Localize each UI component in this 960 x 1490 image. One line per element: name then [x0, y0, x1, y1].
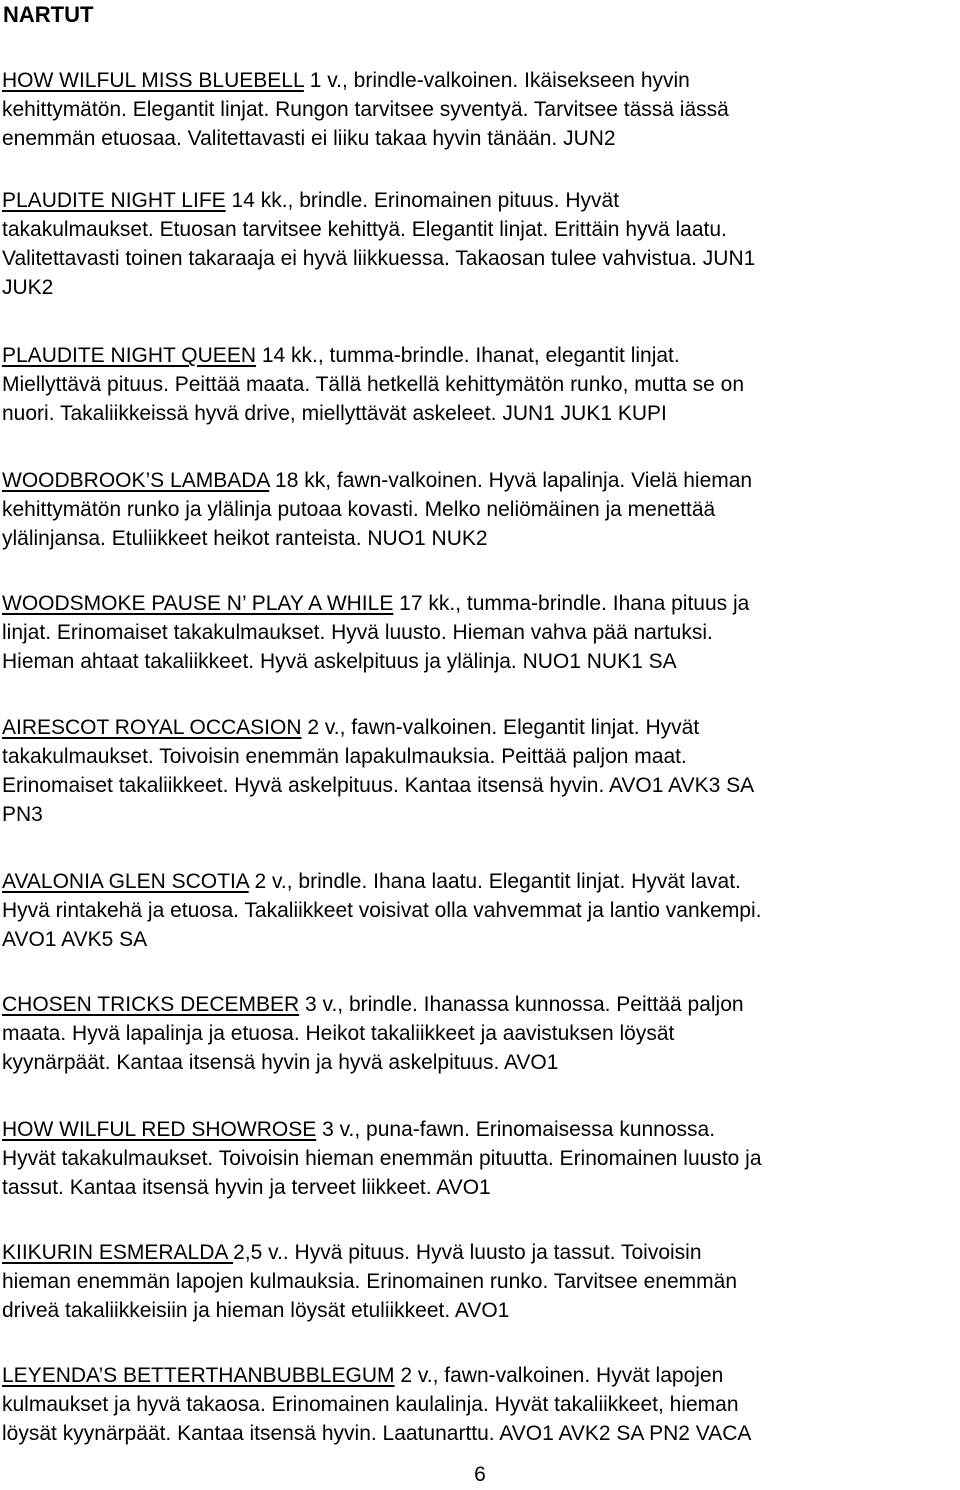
entry-leyendas-betterthanbubblegum	[2, 1361, 957, 1448]
entry-text: 1 v., brindle-valkoinen. Ikäisekseen hyvin	[303, 69, 690, 92]
dog-name: LEYENDA’S BETTERTHANBUBBLEGUM	[2, 1364, 395, 1387]
dog-name: AVALONIA GLEN SCOTIA	[2, 870, 249, 893]
dog-name: WOODSMOKE PAUSE N’ PLAY A WHILE	[2, 592, 394, 615]
entry-text-line: Hyvät takakulmaukset. Toivoisin hieman enemmän pituutta. Erinomainen luusto ja	[2, 1147, 762, 1170]
entry-text: 2,5 v.. Hyvä pituus. Hyvä luusto ja tassut. Toivoisin	[233, 1241, 702, 1264]
entry-kiikurin-esmeralda	[2, 1238, 957, 1325]
dog-name: PLAUDITE NIGHT QUEEN	[2, 344, 256, 367]
entry-text-line: nuori. Takaliikkeissä hyvä drive, miellyttävät askeleet. JUN1 JUK1 KUPI	[2, 402, 667, 425]
entry-text: 3 v., brindle. Ihanassa kunnossa. Peittää paljon	[299, 993, 744, 1016]
dog-name: CHOSEN TRICKS DECEMBER	[2, 993, 300, 1016]
entry-first-line	[2, 341, 957, 370]
entry-text-line: tassut. Kantaa itsensä hyvin ja terveet liikkeet. AVO1	[2, 1176, 491, 1199]
entry-text-line: driveä takaliikkeisiin ja hieman löysät etuliikkeet. AVO1	[2, 1299, 510, 1322]
entry-text-line: AVO1 AVK5 SA	[2, 928, 148, 951]
entry-first-line	[2, 466, 957, 495]
entry-text-line: JUK2	[2, 276, 54, 299]
entry-text: 17 kk., tumma-brindle. Ihana pituus ja	[393, 592, 750, 615]
entry-avalonia-glen-scotia	[2, 867, 957, 954]
entry-woodbrooks-lambada	[2, 466, 957, 553]
dog-name: WOODBROOK’S LAMBADA	[2, 469, 270, 492]
dog-name: KIIKURIN ESMERALDA	[2, 1241, 234, 1264]
entry-text-line: kehittymätön runko ja ylälinja putoaa kovasti. Melko neliömäinen ja menettää	[2, 498, 716, 521]
entry-text: 14 kk., tumma-brindle. Ihanat, elegantit linjat.	[256, 344, 680, 367]
entry-text: 2 v., fawn-valkoinen. Hyvät lapojen	[394, 1364, 724, 1387]
entry-text-line: Hieman ahtaat takaliikkeet. Hyvä askelpituus ja ylälinja. NUO1 NUK1 SA	[2, 650, 677, 673]
entry-woodsmoke-pause-n-play-a-while	[2, 589, 957, 676]
entry-first-line	[2, 589, 957, 618]
entry-text: 2 v., fawn-valkoinen. Elegantit linjat. Hyvät	[301, 716, 700, 739]
entry-how-wilful-miss-bluebell	[2, 66, 957, 153]
entry-plaudite-night-life	[2, 186, 957, 302]
entry-first-line	[2, 1361, 957, 1390]
entry-text: 2 v., brindle. Ihana laatu. Elegantit linjat. Hyvät lavat.	[248, 870, 741, 893]
entry-first-line	[2, 1115, 957, 1144]
entry-first-line	[2, 66, 957, 95]
entry-first-line	[2, 713, 957, 742]
entry-text: 14 kk., brindle. Erinomainen pituus. Hyvät	[225, 189, 620, 212]
entry-text-line: enemmän etuosaa. Valitettavasti ei liiku takaa hyvin tänään. JUN2	[2, 127, 616, 150]
entry-text: 3 v., puna-fawn. Erinomaisessa kunnossa.	[316, 1118, 716, 1141]
entry-first-line	[2, 186, 957, 215]
entry-chosen-tricks-december	[2, 990, 957, 1077]
entry-text-line: takakulmaukset. Toivoisin enemmän lapakulmauksia. Peittää paljon maat.	[2, 745, 687, 768]
dog-name: HOW WILFUL MISS BLUEBELL	[2, 69, 304, 92]
entry-text-line: Hyvä rintakehä ja etuosa. Takaliikkeet voisivat olla vahvemmat ja lantio vankempi.	[2, 899, 762, 922]
entry-how-wilful-red-showrose	[2, 1115, 957, 1202]
entry-text-line: hieman enemmän lapojen kulmauksia. Erinomainen runko. Tarvitsee enemmän	[2, 1270, 737, 1293]
dog-name: PLAUDITE NIGHT LIFE	[2, 189, 226, 212]
entry-text-line: linjat. Erinomaiset takakulmaukset. Hyvä luusto. Hieman vahva pää nartuksi.	[2, 621, 713, 644]
section-heading: NARTUT	[3, 2, 94, 27]
entry-text-line: kyynärpäät. Kantaa itsensä hyvin ja hyvä askelpituus. AVO1	[2, 1051, 559, 1074]
entry-text-line: löysät kyynärpäät. Kantaa itsensä hyvin. Laatunarttu. AVO1 AVK2 SA PN2 VACA	[2, 1422, 752, 1445]
entry-text-line: kulmaukset ja hyvä takaosa. Erinomainen kaulalinja. Hyvät takaliikkeet, hieman	[2, 1393, 739, 1416]
dog-name: HOW WILFUL RED SHOWROSE	[2, 1118, 317, 1141]
entry-text-line: kehittymätön. Elegantit linjat. Rungon tarvitsee syventyä. Tarvitsee tässä iässä	[2, 98, 729, 121]
entry-plaudite-night-queen	[2, 341, 957, 428]
dog-name: AIRESCOT ROYAL OCCASION	[2, 716, 302, 739]
entry-first-line	[2, 990, 957, 1019]
entry-airescot-royal-occasion	[2, 713, 957, 829]
entry-text-line: Valitettavasti toinen takaraaja ei hyvä liikkuessa. Takaosan tulee vahvistua. JUN1	[2, 247, 756, 270]
entry-text-line: ylälinjansa. Etuliikkeet heikot ranteista. NUO1 NUK2	[2, 527, 488, 550]
entry-text-line: maata. Hyvä lapalinja ja etuosa. Heikot takaliikkeet ja aavistuksen löysät	[2, 1022, 675, 1045]
page-number: 6	[474, 1463, 486, 1486]
entry-text-line: takakulmaukset. Etuosan tarvitsee kehittyä. Elegantit linjat. Erittäin hyvä laatu.	[2, 218, 727, 241]
entry-text-line: Erinomaiset takaliikkeet. Hyvä askelpituus. Kantaa itsensä hyvin. AVO1 AVK3 SA	[2, 774, 755, 797]
entry-first-line	[2, 1238, 957, 1267]
entry-text-line: Miellyttävä pituus. Peittää maata. Tällä hetkellä kehittymätön runko, mutta se on	[2, 373, 744, 396]
entry-text: 18 kk, fawn-valkoinen. Hyvä lapalinja. Vielä hieman	[269, 469, 753, 492]
entry-text-line: PN3	[2, 803, 43, 826]
entry-first-line	[2, 867, 957, 896]
